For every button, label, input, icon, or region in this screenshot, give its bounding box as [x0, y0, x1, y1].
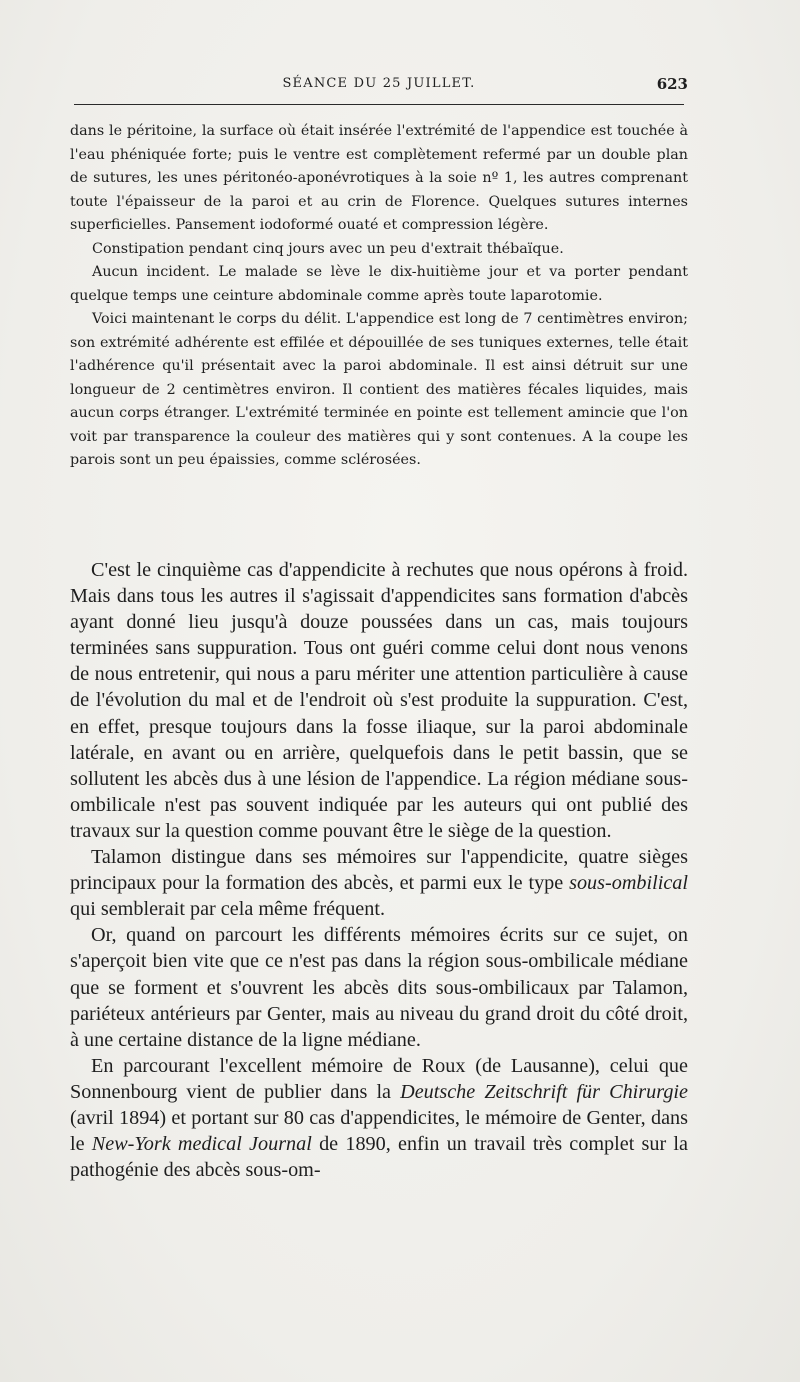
paragraph-constipation: Constipation pendant cinq jours avec un peu d'extrait thébaïque. — [92, 240, 564, 257]
paragraph-roux — [70, 1053, 688, 1183]
paragraph-memoires: Or, quand on parcourt les différents mémoires écrits sur ce sujet, on s'aperçoit bien vite que ce n'est pas dans la région sous-ombilicale médiane que se forment et s'ouvrent les abcès dits sous-ombilicaux par Talamon, pariéteux antérieurs par Genter, mais au niveau du grand droit du côté droit, à une certaine distance de la ligne médiane. — [70, 924, 688, 1051]
paragraph-operation-details: dans le péritoine, la surface où était insérée l'extrémité de l'appendice est touchée à l'eau phéniquée forte; puis le ventre est complètement refermé par un double plan de sutures, les unes péritonéo-aponévrotiques à la soie nº 1, les autres comprenant toute l'épaisseur de la paroi et au crin de Florence. Quelques sutures internes superficielles. Pansement iodoformé ouaté et compression légère. — [70, 123, 688, 233]
talamon-text-b: qui semblerait par cela même fréquent. — [70, 898, 386, 921]
page-header — [70, 76, 688, 98]
journal-title-deutsche: Deutsche Zeitschrift für Chirurgie — [400, 1080, 689, 1103]
paragraph-fifth-case: C'est le cinquième cas d'appendicite à rechutes que nous opérons à froid. Mais dans tous les autres il s'agissait d'appendicites sans formation d'abcès ayant donné lieu jusqu'à douze poussées dans un cas, mais toujours terminées sans suppuration. Tous ont guéri comme celui dont nous venons de nous entretenir, qui nous a paru mériter une attention particulière à cause de l'évolution du mal et de l'endroit où s'est produite la suppuration. C'est, en effet, presque toujours dans la fosse iliaque, sur la paroi abdominale latérale, en avant ou en arrière, quelquefois dans le petit bassin, que se sollutent les abcès dus à une lésion de l'appendice. La région médiane sous-ombilicale n'est pas souvent indiquée par les auteurs qui ont publié des travaux sur la question comme pouvant être le siège de la question. — [70, 559, 688, 842]
roux-text-b: (avril 1894) et portant sur 80 cas d'appendicites, le mémoire de Genter, dans le — [70, 1106, 688, 1156]
running-title: SÉANCE DU 25 JUILLET. — [282, 76, 476, 91]
header-rule — [74, 104, 684, 105]
term-sous-ombilical: sous-ombilical — [569, 872, 688, 895]
talamon-text-a: Talamon distingue dans ses mémoires sur l'appendicite, quatre sièges principaux pour la formation des abcès, et parmi eux le type — [70, 846, 688, 895]
case-report-small-text — [70, 120, 688, 473]
paragraph-appendix-description: Voici maintenant le corps du délit. L'appendice est long de 7 centimètres environ; son extrémité adhérente est effilée et dépouillée de ses tuniques externes, telle était l'adhérence qu'il présentait avec la paroi abdominale. Il est ainsi détruit sur une longueur de 2 centimètres environ. Il contient des matières fécales liquides, mais aucun corps étranger. L'extrémité terminée en pointe est tellement amincie que l'on voit par transparence la couleur des matières qui y sont contenues. A la coupe les parois sont un peu épaissies, comme sclérosées. — [70, 311, 688, 468]
roux-text-a: En parcourant l'excellent mémoire de Roux (de Lausanne), celui que Sonnenbourg vient de publier dans la — [70, 1054, 688, 1103]
journal-title-new-york: New-York medical Journal — [91, 1133, 312, 1156]
discussion-text — [70, 557, 688, 1183]
page-number: 623 — [656, 75, 688, 93]
roux-text-c: de 1890, enfin un travail très complet sur la pathogénie des abcès sous-om- — [70, 1133, 688, 1182]
paragraph-talamon — [70, 844, 688, 922]
paragraph-recovery: Aucun incident. Le malade se lève le dix-huitième jour et va porter pendant quelque temps une ceinture abdominale comme après toute laparotomie. — [70, 264, 688, 304]
